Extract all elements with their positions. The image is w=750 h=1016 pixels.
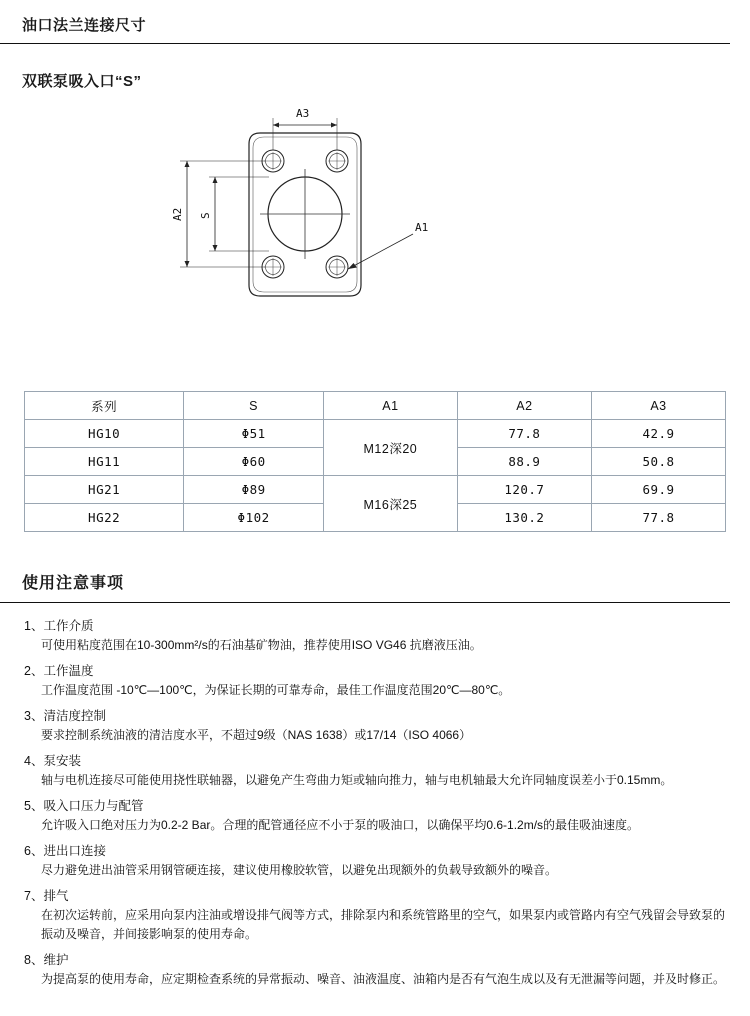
flange-drawing [165, 103, 585, 373]
cell-a2: 130.2 [457, 504, 591, 532]
cell-a3: 77.8 [591, 504, 725, 532]
col-series: 系列 [25, 392, 184, 420]
col-a1: A1 [324, 392, 458, 420]
note-title: 维护 [43, 953, 69, 967]
note-head [24, 842, 726, 861]
note-head [24, 951, 726, 970]
dimension-label-a1: A1 [415, 221, 429, 234]
cell-a3: 50.8 [591, 448, 725, 476]
note-body: 要求控制系统油液的清洁度水平，不超过9级（NAS 1638）或17/14（ISO 4066） [41, 728, 472, 742]
note-body: 允许吸入口绝对压力为0.2-2 Bar。合理的配管通径应不小于泵的吸油口，以确保平均0.6-1.2m/s的最佳吸油速度。 [41, 818, 640, 832]
flange-drawing-container [0, 91, 750, 373]
note-title: 清洁度控制 [43, 709, 106, 723]
note-item [24, 842, 726, 880]
cell-a3: 42.9 [591, 420, 725, 448]
note-number: 5、 [24, 799, 44, 813]
col-a3: A3 [591, 392, 725, 420]
cell-series: HG11 [25, 448, 184, 476]
dimension-label-a3: A3 [296, 107, 310, 120]
note-item [24, 707, 726, 745]
note-body: 可使用粘度范围在10-300mm²/s的石油基矿物油，推荐使用ISO VG46 抗磨液压油。 [41, 638, 482, 652]
cell-a1: M16深25 [324, 476, 458, 532]
note-head [24, 662, 726, 681]
note-number: 2、 [24, 664, 44, 678]
note-head [24, 887, 726, 906]
note-number: 6、 [24, 844, 44, 858]
table-header-row [25, 392, 726, 420]
note-title: 吸入口压力与配管 [43, 799, 144, 813]
note-title: 工作温度 [43, 664, 94, 678]
cell-a2: 120.7 [457, 476, 591, 504]
note-number: 7、 [24, 889, 44, 903]
note-body: 为提高泵的使用寿命，应定期检查系统的异常振动、噪音、油液温度、油箱内是否有气泡生成以及有无泄漏等问题，并及时修正。 [41, 972, 726, 986]
note-item [24, 617, 726, 655]
page-title: 油口法兰连接尺寸 [0, 0, 730, 44]
note-head [24, 617, 726, 636]
cell-series: HG22 [25, 504, 184, 532]
note-body: 尽力避免进出油管采用钢管硬连接，建议使用橡胶软管，以避免出现额外的负载导致额外的噪音。 [41, 863, 558, 877]
note-head [24, 752, 726, 771]
cell-s: Φ102 [184, 504, 324, 532]
cell-s: Φ51 [184, 420, 324, 448]
note-item [24, 951, 726, 989]
cell-s: Φ89 [184, 476, 324, 504]
note-title: 排气 [43, 889, 69, 903]
note-number: 4、 [24, 754, 44, 768]
notes-list [0, 603, 750, 1016]
table-row [25, 420, 726, 448]
notes-title: 使用注意事项 [0, 532, 730, 603]
cell-s: Φ60 [184, 448, 324, 476]
col-a2: A2 [457, 392, 591, 420]
cell-a1: M12深20 [324, 420, 458, 476]
note-item [24, 662, 726, 700]
dimension-label-s: S [199, 212, 212, 219]
note-title: 进出口连接 [43, 844, 106, 858]
note-head [24, 797, 726, 816]
note-head [24, 707, 726, 726]
note-title: 泵安装 [43, 754, 81, 768]
section-subtitle: 双联泵吸入口“S” [22, 73, 142, 90]
cell-a2: 77.8 [457, 420, 591, 448]
note-body: 在初次运转前，应采用向泵内注油或增设排气阀等方式，排除泵内和系统管路里的空气，如果泵内或管路内有空气残留会导致泵的振动及噪音，并间接影响泵的使用寿命。 [41, 908, 726, 941]
note-item [24, 752, 726, 790]
note-number: 8、 [24, 953, 44, 967]
note-item [24, 887, 726, 944]
cell-a2: 88.9 [457, 448, 591, 476]
dimension-table-container [0, 373, 750, 532]
note-body: 工作温度范围 -10℃—100℃，为保证长期的可靠寿命，最佳工作温度范围20℃—80℃。 [41, 683, 511, 697]
note-title: 工作介质 [43, 619, 94, 633]
note-body: 轴与电机连接尽可能使用挠性联轴器，以避免产生弯曲力矩或轴向推力，轴与电机轴最大允许同轴度误差小于0.15mm。 [41, 773, 673, 787]
cell-a3: 69.9 [591, 476, 725, 504]
dimension-label-a2: A2 [171, 207, 184, 221]
cell-series: HG21 [25, 476, 184, 504]
cell-series: HG10 [25, 420, 184, 448]
note-item [24, 797, 726, 835]
table-row [25, 476, 726, 504]
note-number: 1、 [24, 619, 44, 633]
note-number: 3、 [24, 709, 44, 723]
col-s: S [184, 392, 324, 420]
dimension-table [24, 391, 726, 532]
